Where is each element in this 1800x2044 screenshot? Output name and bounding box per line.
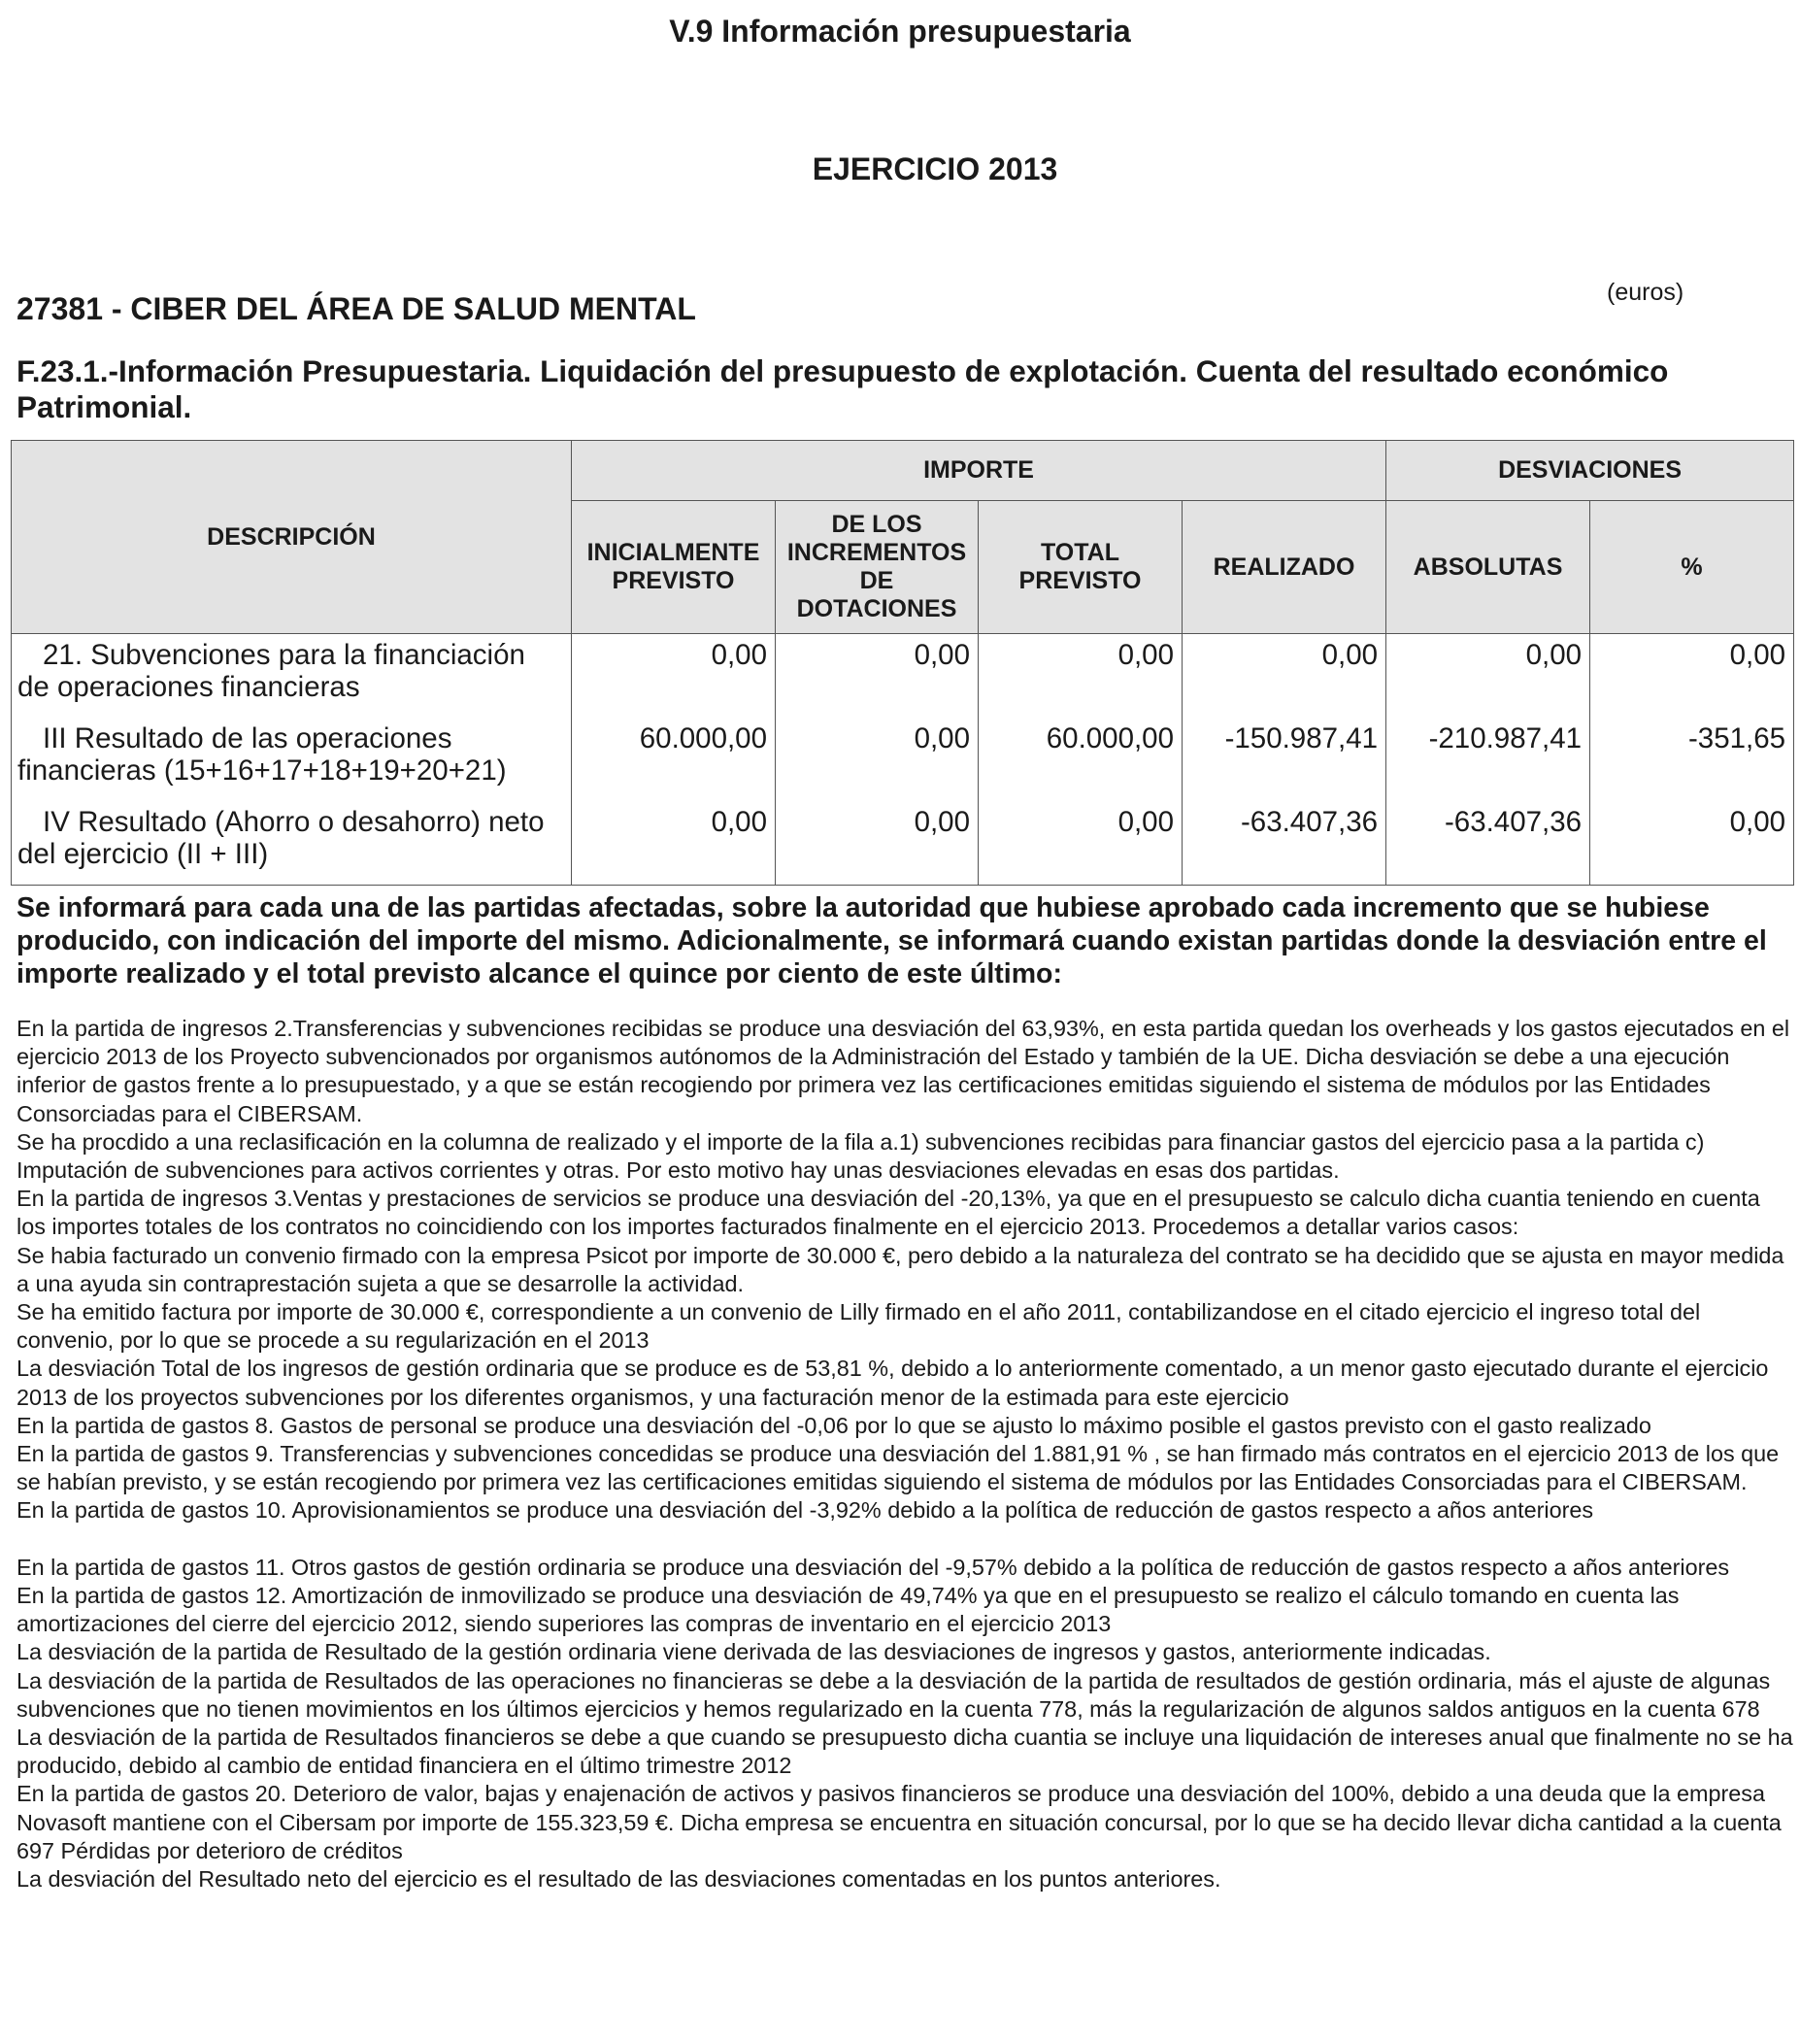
note-paragraph: En la partida de gastos 8. Gastos de personal se produce una desviación del -0,06 por lo que se ajusto lo máximo posible el gastos previsto con el gasto realizado (17, 1412, 1651, 1438)
cell-porcentaje: 0,00 (1590, 801, 1794, 886)
cell-absolutas: -210.987,41 (1386, 718, 1590, 801)
group-header-importe: IMPORTE (572, 441, 1386, 501)
note-paragraph: Se ha procdido a una reclasificación en la columna de realizado y el importe de la fila a.1) subvenciones recibidas para financiar gastos del ejercicio pasa a la partida c) Imputación de subvenciones para activos corrientes y otras. Por esto motivo hay unas desviaciones elevadas en esas dos partidas. (17, 1128, 1705, 1184)
cell-total-previsto: 0,00 (979, 634, 1183, 719)
year-title: EJERCICIO 2013 (812, 151, 1058, 186)
note-paragraph: La desviación del Resultado neto del ejercicio es el resultado de las desviaciones comentadas en los puntos anteriores. (17, 1866, 1221, 1893)
row-description: IV Resultado (Ahorro o desahorro) neto del ejercicio (II + III) (12, 801, 572, 886)
note-heading: Se informará para cada una de las partidas afectadas, sobre la autoridad que hubiese aprobado cada incremento que se hubiese producido, con indicación del importe del mismo. Adicionalmente, se informará cuando existan partidas donde la desviación entre el importe realizado y el total previsto alcance el quince por ciento de este último: (17, 892, 1767, 989)
cell-total-previsto: 60.000,00 (979, 718, 1183, 801)
note-paragraph: En la partida de gastos 9. Transferencias y subvenciones concedidas se produce una desviación del 1.881,91 % , se han firmado más contratos en el ejercicio 2013 de los que se habían previsto, y se están recogiendo por primera vez las certificaciones emitidas siguiendo el sistema de módulos por las Entidades Consorciadas para el CIBERSAM. (17, 1441, 1780, 1495)
column-header-inicialmente-previsto: INICIALMENTE PREVISTO (572, 501, 776, 634)
note-paragraph: Se habia facturado un convenio firmado con la empresa Psicot por importe de 30.000 €, pero debido a la naturaleza del contrato se ha decidido que se ajusta en mayor medida a una ayuda sin contraprestación sujeta a que se desarrolle la actividad. (17, 1242, 1784, 1296)
note-paragraph: La desviación de la partida de Resultados financieros se debe a que cuando se presupuesto dicha cuantia se incluye una liquidación de intereses anual que finalmente no se ha producido, debido al cambio de entidad financiera en el último trimestre 2012 (17, 1725, 1793, 1779)
column-header-descripcion: DESCRIPCIÓN (12, 441, 572, 634)
column-header-total-previsto: TOTAL PREVISTO (979, 501, 1183, 634)
cell-porcentaje: -351,65 (1590, 718, 1794, 801)
cell-absolutas: -63.407,36 (1386, 801, 1590, 886)
form-title: F.23.1.-Información Presupuestaria. Liquidación del presupuesto de explotación. Cuenta del resultado económico Patrimonial. (17, 353, 1669, 424)
cell-total-previsto: 0,00 (979, 801, 1183, 886)
note-paragraph: La desviación de la partida de Resultados de las operaciones no financieras se debe a la desviación de la partida de resultados de gestión ordinaria, más el ajuste de algunas subvenciones que no tienen movimientos en los últimos ejercicios y hemos regularizado en la cuenta 778, más la regularización de algunos saldos antiguos en la cuenta 678 (17, 1667, 1771, 1722)
notes-body (17, 1015, 1795, 1893)
note-paragraph: En la partida de gastos 12. Amortización de inmovilizado se produce una desviación de 49,74% ya que en el presupuesto se realizo el cálculo tomando en cuenta las amortizaciones del cierre del ejercicio 2012, siendo superiores las compras de inventario en el ejercicio 2013 (17, 1583, 1680, 1637)
row-description: 21. Subvenciones para la financiación de operaciones financieras (12, 634, 572, 719)
entity-title: 27381 - CIBER DEL ÁREA DE SALUD MENTAL (17, 291, 696, 326)
cell-realizado: -63.407,36 (1183, 801, 1386, 886)
cell-incrementos: 0,00 (776, 634, 979, 719)
note-paragraph: Se ha emitido factura por importe de 30.000 €, correspondiente a un convenio de Lilly firmado en el año 2011, contabilizandose en el citado ejercicio el ingreso total del convenio, por lo que se procede a su regularización en el 2013 (17, 1299, 1701, 1354)
note-paragraph: En la partida de gastos 20. Deterioro de valor, bajas y enajenación de activos y pasivos financieros se produce una desviación del 100%, debido a una deuda que la empresa Novasoft mantiene con el Cibersam por importe de 155.323,59 €. Dicha empresa se encuentra en situación concursal, por lo que se ha decido llevar dicha cantidad a la cuenta 697 Pérdidas por deterioro de créditos (17, 1781, 1782, 1863)
cell-porcentaje: 0,00 (1590, 634, 1794, 719)
table-row (12, 634, 1794, 719)
note-paragraph: La desviación de la partida de Resultado de la gestión ordinaria viene derivada de las desviaciones de ingresos y gastos, anteriormente indicadas. (17, 1639, 1491, 1665)
cell-incrementos: 0,00 (776, 801, 979, 886)
note-paragraph: En la partida de gastos 11. Otros gastos de gestión ordinaria se produce una desviación del -9,57% debido a la política de reducción de gastos respecto a años anteriores (17, 1554, 1730, 1580)
column-header-absolutas: ABSOLUTAS (1386, 501, 1590, 634)
note-paragraph: En la partida de gastos 10. Aprovisionamientos se produce una desviación del -3,92% debido a la política de reducción de gastos respecto a años anteriores (17, 1497, 1594, 1524)
note-paragraph: La desviación Total de los ingresos de gestión ordinaria que se produce es de 53,81 %, debido a lo anteriormente comentado, a un menor gasto ejecutado durante el ejercicio 2013 de los proyectos subvenciones por los diferentes organismos, y una facturación menor de la estimada para este ejercicio (17, 1356, 1769, 1410)
cell-inicialmente-previsto: 0,00 (572, 634, 776, 719)
row-description: III Resultado de las operaciones financieras (15+16+17+18+19+20+21) (12, 718, 572, 801)
column-header-incrementos: DE LOS INCREMENTOS DE DOTACIONES (776, 501, 979, 634)
cell-inicialmente-previsto: 0,00 (572, 801, 776, 886)
cell-absolutas: 0,00 (1386, 634, 1590, 719)
cell-inicialmente-previsto: 60.000,00 (572, 718, 776, 801)
table-row (12, 801, 1794, 886)
note-paragraph: En la partida de ingresos 3.Ventas y prestaciones de servicios se produce una desviación del -20,13%, ya que en el presupuesto se calculo dicha cuantia teniendo en cuenta los importes totales de los contratos no coincidiendo con los importes facturados finalmente en el ejercicio 2013. Procedemos a detallar varios casos: (17, 1186, 1760, 1240)
table-row (12, 718, 1794, 801)
column-header-realizado: REALIZADO (1183, 501, 1386, 634)
section-title: V.9 Información presupuestaria (669, 14, 1131, 49)
budget-table (11, 440, 1794, 886)
cell-realizado: 0,00 (1183, 634, 1386, 719)
table-header-row-1 (12, 441, 1794, 501)
note-paragraph: En la partida de ingresos 2.Transferencias y subvenciones recibidas se produce una desviación del 63,93%, en esta partida quedan los overheads y los gastos ejecutados en el ejercicio 2013 de los Proyecto subvencionados por organismos autónomos de la Administración del Estado y también de la UE. Dicha desviación se debe a una ejecución inferior de gastos frente a lo presupuestado, y a que se están recogiendo por primera vez las certificaciones emitidas siguiendo el sistema de módulos por las Entidades Consorciadas para el CIBERSAM. (17, 1016, 1790, 1126)
cell-realizado: -150.987,41 (1183, 718, 1386, 801)
cell-incrementos: 0,00 (776, 718, 979, 801)
group-header-desviaciones: DESVIACIONES (1386, 441, 1794, 501)
column-header-porcentaje: % (1590, 501, 1794, 634)
units-label: (euros) (1607, 279, 1684, 306)
